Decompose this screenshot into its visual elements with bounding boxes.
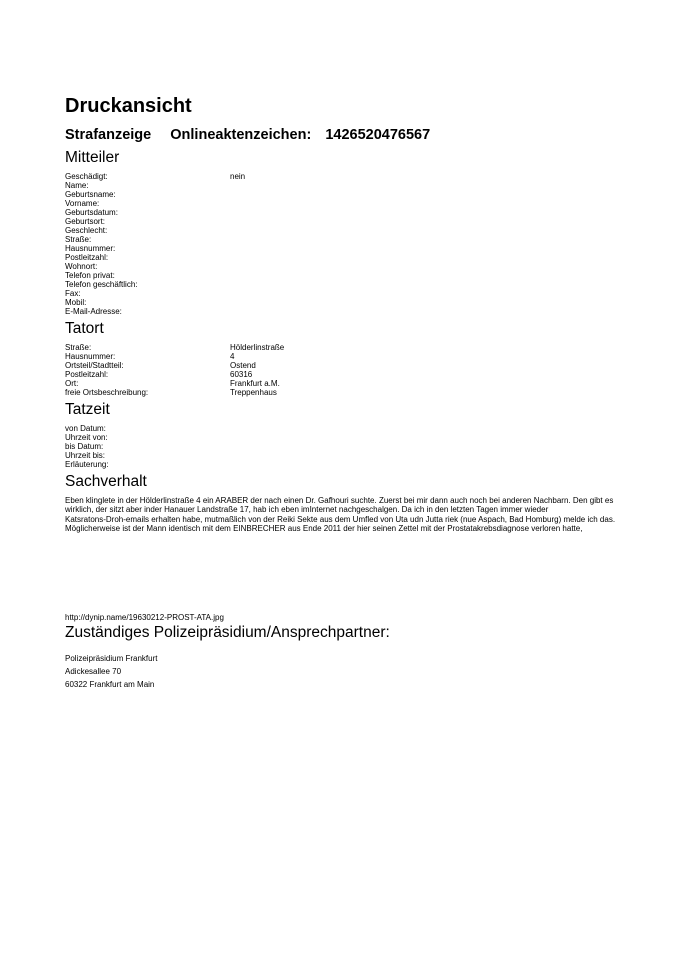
field-row-erlaeuterung bbox=[65, 460, 664, 469]
sachverhalt-text-line: Katsratons-Droh-emails erhalten habe, mutmaßlich von der Reiki Sekte aus dem Umfled von Uta udn Jutta riek (nue Aspach, Bad Homburg) melde ich das. bbox=[65, 514, 616, 524]
field-label: Ortsteil/Stadtteil: bbox=[65, 361, 124, 370]
field-row-geburtsname bbox=[65, 190, 664, 199]
case-number-label: Onlineaktenzeichen: bbox=[170, 127, 312, 143]
field-row-telefon-privat bbox=[65, 271, 664, 280]
tatort-fields bbox=[65, 343, 664, 397]
field-label: Uhrzeit von: bbox=[65, 433, 108, 442]
field-row-telefon-geschaeftlich bbox=[65, 280, 664, 289]
field-row-strasse bbox=[65, 235, 664, 244]
field-value: Ostend bbox=[230, 361, 256, 370]
field-label: Geburtsdatum: bbox=[65, 208, 118, 217]
sachverhalt-text bbox=[65, 496, 664, 533]
field-row-geschaedigt bbox=[65, 172, 664, 181]
field-value: 60316 bbox=[230, 370, 253, 379]
field-label: Geburtsname: bbox=[65, 190, 116, 199]
field-row-mobil bbox=[65, 298, 664, 307]
contact-line-street: Adickesallee 70 bbox=[65, 667, 122, 677]
section-heading-mitteiler: Mitteiler bbox=[65, 149, 120, 166]
page-title: Druckansicht bbox=[65, 95, 192, 117]
field-row-tatort-postleitzahl bbox=[65, 370, 664, 379]
field-label: Hausnummer: bbox=[65, 244, 116, 253]
field-label: freie Ortsbeschreibung: bbox=[65, 388, 149, 397]
contact-line-name: Polizeipräsidium Frankfurt bbox=[65, 654, 158, 664]
mitteiler-fields bbox=[65, 172, 664, 316]
field-row-bis-datum bbox=[65, 442, 664, 451]
police-contact-address bbox=[65, 652, 664, 691]
report-subtitle bbox=[65, 128, 664, 143]
field-row-hausnummer bbox=[65, 244, 664, 253]
field-label: Postleitzahl: bbox=[65, 370, 109, 379]
field-row-name bbox=[65, 181, 664, 190]
field-label: Mobil: bbox=[65, 298, 87, 307]
field-row-uhrzeit-von bbox=[65, 433, 664, 442]
field-row-uhrzeit-bis bbox=[65, 451, 664, 460]
field-label: Erläuterung: bbox=[65, 460, 109, 469]
field-row-wohnort bbox=[65, 262, 664, 271]
field-value: 4 bbox=[230, 352, 235, 361]
case-number-value: 1426520476567 bbox=[325, 127, 431, 143]
field-label: Straße: bbox=[65, 343, 92, 352]
field-row-tatort-ortsbeschreibung bbox=[65, 388, 664, 397]
sachverhalt-text-line: Möglicherweise ist der Mann identisch mit dem EINBRECHER aus Ende 2011 der hier seinen Zettel mit der Prostatakrebsdiagnose verloren hatte, bbox=[65, 523, 583, 533]
section-heading-zustaendiges-polizeipraesidium: Zuständiges Polizeipräsidium/Ansprechpartner: bbox=[65, 624, 390, 642]
field-row-fax bbox=[65, 289, 664, 298]
field-value: Hölderlinstraße bbox=[230, 343, 285, 352]
field-label: von Datum: bbox=[65, 424, 106, 433]
field-label: Postleitzahl: bbox=[65, 253, 109, 262]
field-label: Fax: bbox=[65, 289, 81, 298]
attachment-url-text: http://dynip.name/19630212-PROST-ATA.jpg bbox=[65, 613, 224, 623]
field-value: Frankfurt a.M. bbox=[230, 379, 280, 388]
field-row-geburtsort bbox=[65, 217, 664, 226]
tatzeit-fields bbox=[65, 424, 664, 469]
field-label: Telefon geschäftlich: bbox=[65, 280, 138, 289]
report-type-label: Strafanzeige bbox=[65, 127, 152, 143]
field-row-von-datum bbox=[65, 424, 664, 433]
field-row-vorname bbox=[65, 199, 664, 208]
field-label: Hausnummer: bbox=[65, 352, 116, 361]
field-label: Telefon privat: bbox=[65, 271, 115, 280]
field-label: Name: bbox=[65, 181, 89, 190]
field-row-geburtsdatum bbox=[65, 208, 664, 217]
field-row-tatort-hausnummer bbox=[65, 352, 664, 361]
field-label: E-Mail-Adresse: bbox=[65, 307, 122, 316]
section-heading-tatort: Tatort bbox=[65, 320, 104, 337]
field-value: Treppenhaus bbox=[230, 388, 277, 397]
field-label: bis Datum: bbox=[65, 442, 104, 451]
field-label: Wohnort: bbox=[65, 262, 98, 271]
field-label: Geburtsort: bbox=[65, 217, 106, 226]
field-label: Straße: bbox=[65, 235, 92, 244]
section-heading-tatzeit: Tatzeit bbox=[65, 401, 110, 418]
contact-line-city: 60322 Frankfurt am Main bbox=[65, 680, 155, 690]
field-label: Geschädigt: bbox=[65, 172, 108, 181]
field-row-tatort-strasse bbox=[65, 343, 664, 352]
sachverhalt-text-line: Eben klinglete in der Hölderlinstraße 4 ein ARABER der nach einen Dr. Gafhouri suchte. Zuerst bei mir dann auch noch bei anderen Nachbarn. Den gibt es bbox=[65, 496, 614, 505]
field-label: Vorname: bbox=[65, 199, 100, 208]
field-row-postleitzahl bbox=[65, 253, 664, 262]
field-row-geschlecht bbox=[65, 226, 664, 235]
sachverhalt-text-line: wirklich, der sitzt aber inder Hanauer Landstraße 17, hab ich eben imInternet nachgeschalgen. Da ich in den letzten Tagen immer wieder bbox=[65, 505, 549, 515]
field-label: Ort: bbox=[65, 379, 79, 388]
field-value: nein bbox=[230, 172, 246, 181]
field-label: Geschlecht: bbox=[65, 226, 108, 235]
field-label: Uhrzeit bis: bbox=[65, 451, 106, 460]
field-row-email bbox=[65, 307, 664, 316]
section-heading-sachverhalt: Sachverhalt bbox=[65, 473, 147, 490]
field-row-tatort-ortsteil bbox=[65, 361, 664, 370]
field-row-tatort-ort bbox=[65, 379, 664, 388]
